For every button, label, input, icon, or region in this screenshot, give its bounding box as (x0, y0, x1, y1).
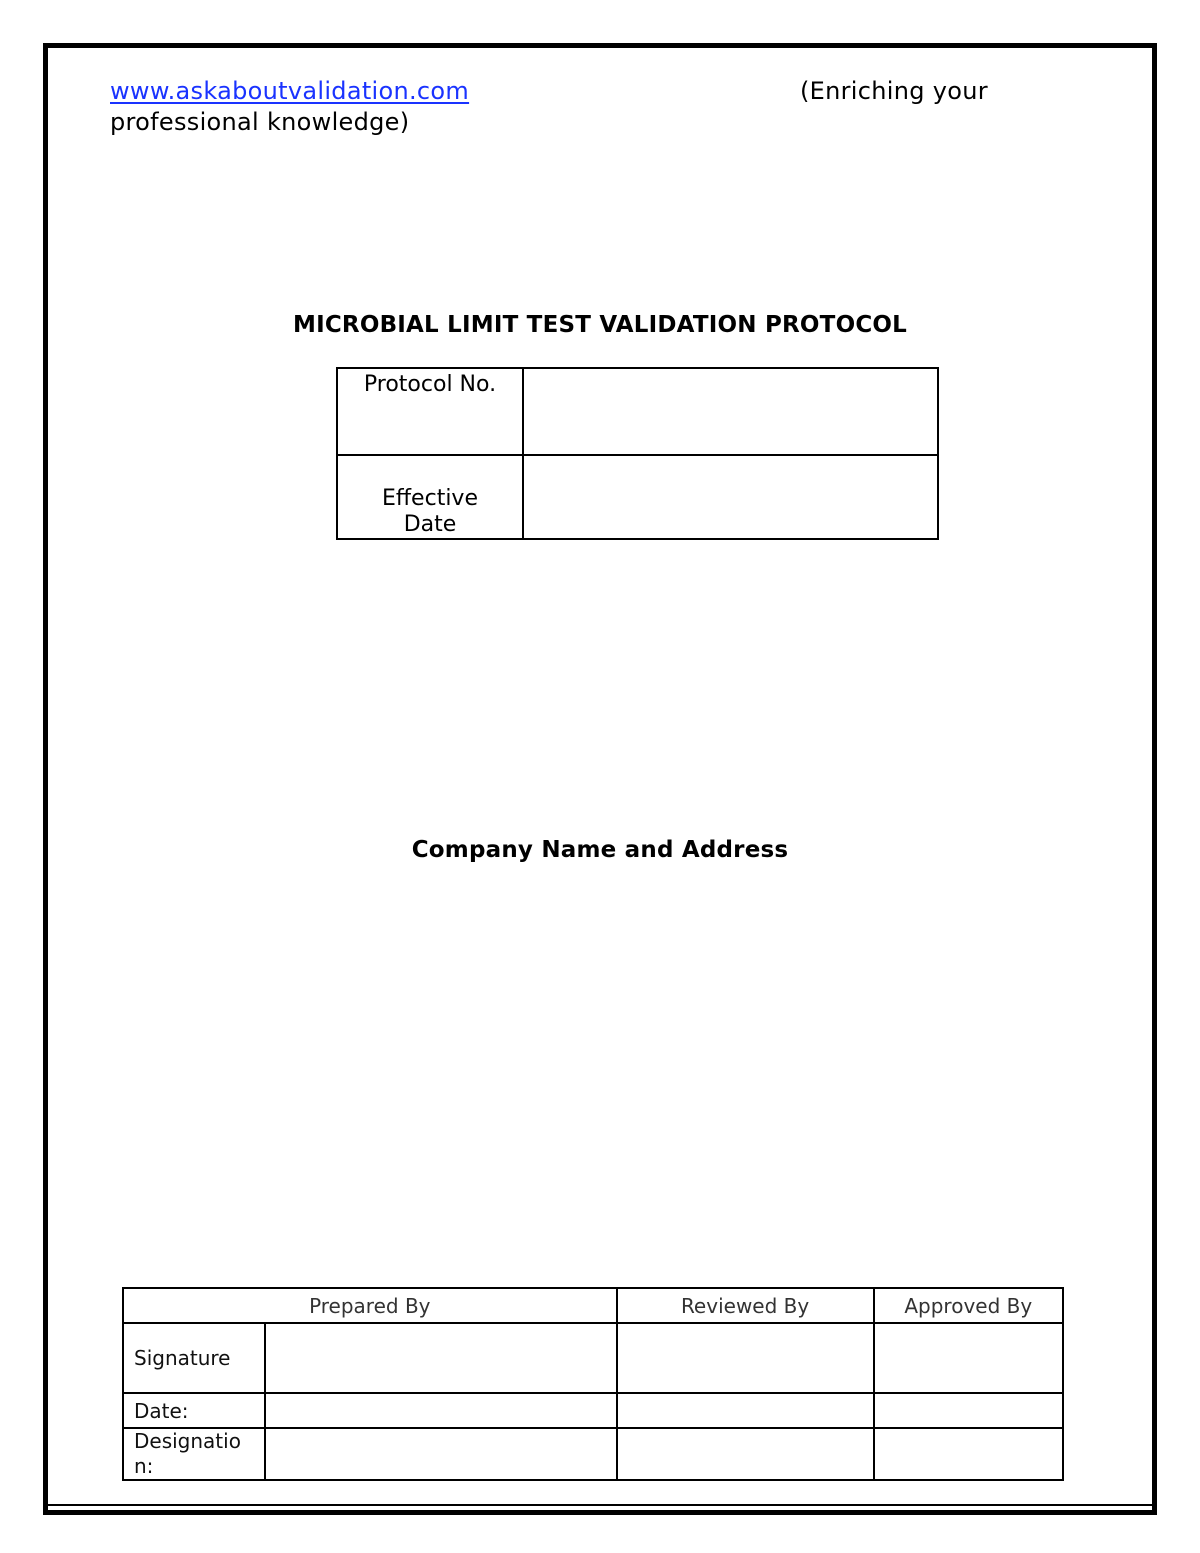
header-tagline-continued: professional knowledge) (110, 108, 410, 136)
signature-label: Signature (123, 1323, 265, 1393)
approved-designation-cell[interactable] (874, 1428, 1063, 1480)
page-header (110, 76, 1020, 136)
protocol-no-value[interactable] (523, 368, 938, 455)
designation-row (123, 1428, 1063, 1480)
protocol-no-label: Protocol No. (337, 368, 523, 455)
date-label: Date: (123, 1393, 265, 1428)
bottom-rule-thick (43, 1510, 1157, 1515)
prepared-by-header: Prepared By (123, 1288, 617, 1323)
signoff-header-row (123, 1288, 1063, 1323)
protocol-no-row (337, 368, 938, 455)
effective-date-value[interactable] (523, 455, 938, 539)
approved-by-header: Approved By (874, 1288, 1063, 1323)
date-row (123, 1393, 1063, 1428)
prepared-designation-cell[interactable] (265, 1428, 617, 1480)
reviewed-by-header: Reviewed By (617, 1288, 874, 1323)
signoff-table (122, 1287, 1064, 1481)
bottom-rule (43, 1504, 1157, 1506)
designation-label: Designation: (134, 1429, 241, 1478)
signature-row (123, 1323, 1063, 1393)
header-tagline: (Enriching your (800, 77, 988, 105)
designation-label-cell (123, 1428, 265, 1480)
reviewed-designation-cell[interactable] (617, 1428, 874, 1480)
effective-date-row (337, 455, 938, 539)
protocol-info-table (336, 367, 939, 540)
prepared-date-cell[interactable] (265, 1393, 617, 1428)
prepared-signature-cell[interactable] (265, 1323, 617, 1393)
reviewed-date-cell[interactable] (617, 1393, 874, 1428)
reviewed-signature-cell[interactable] (617, 1323, 874, 1393)
effective-date-label-cell (337, 455, 523, 539)
company-name-address: Company Name and Address (411, 837, 789, 863)
website-link[interactable]: www.askaboutvalidation.com (110, 77, 470, 105)
effective-date-label: Effective Date (382, 486, 478, 537)
approved-signature-cell[interactable] (874, 1323, 1063, 1393)
approved-date-cell[interactable] (874, 1393, 1063, 1428)
document-title: MICROBIAL LIMIT TEST VALIDATION PROTOCOL (292, 312, 908, 338)
